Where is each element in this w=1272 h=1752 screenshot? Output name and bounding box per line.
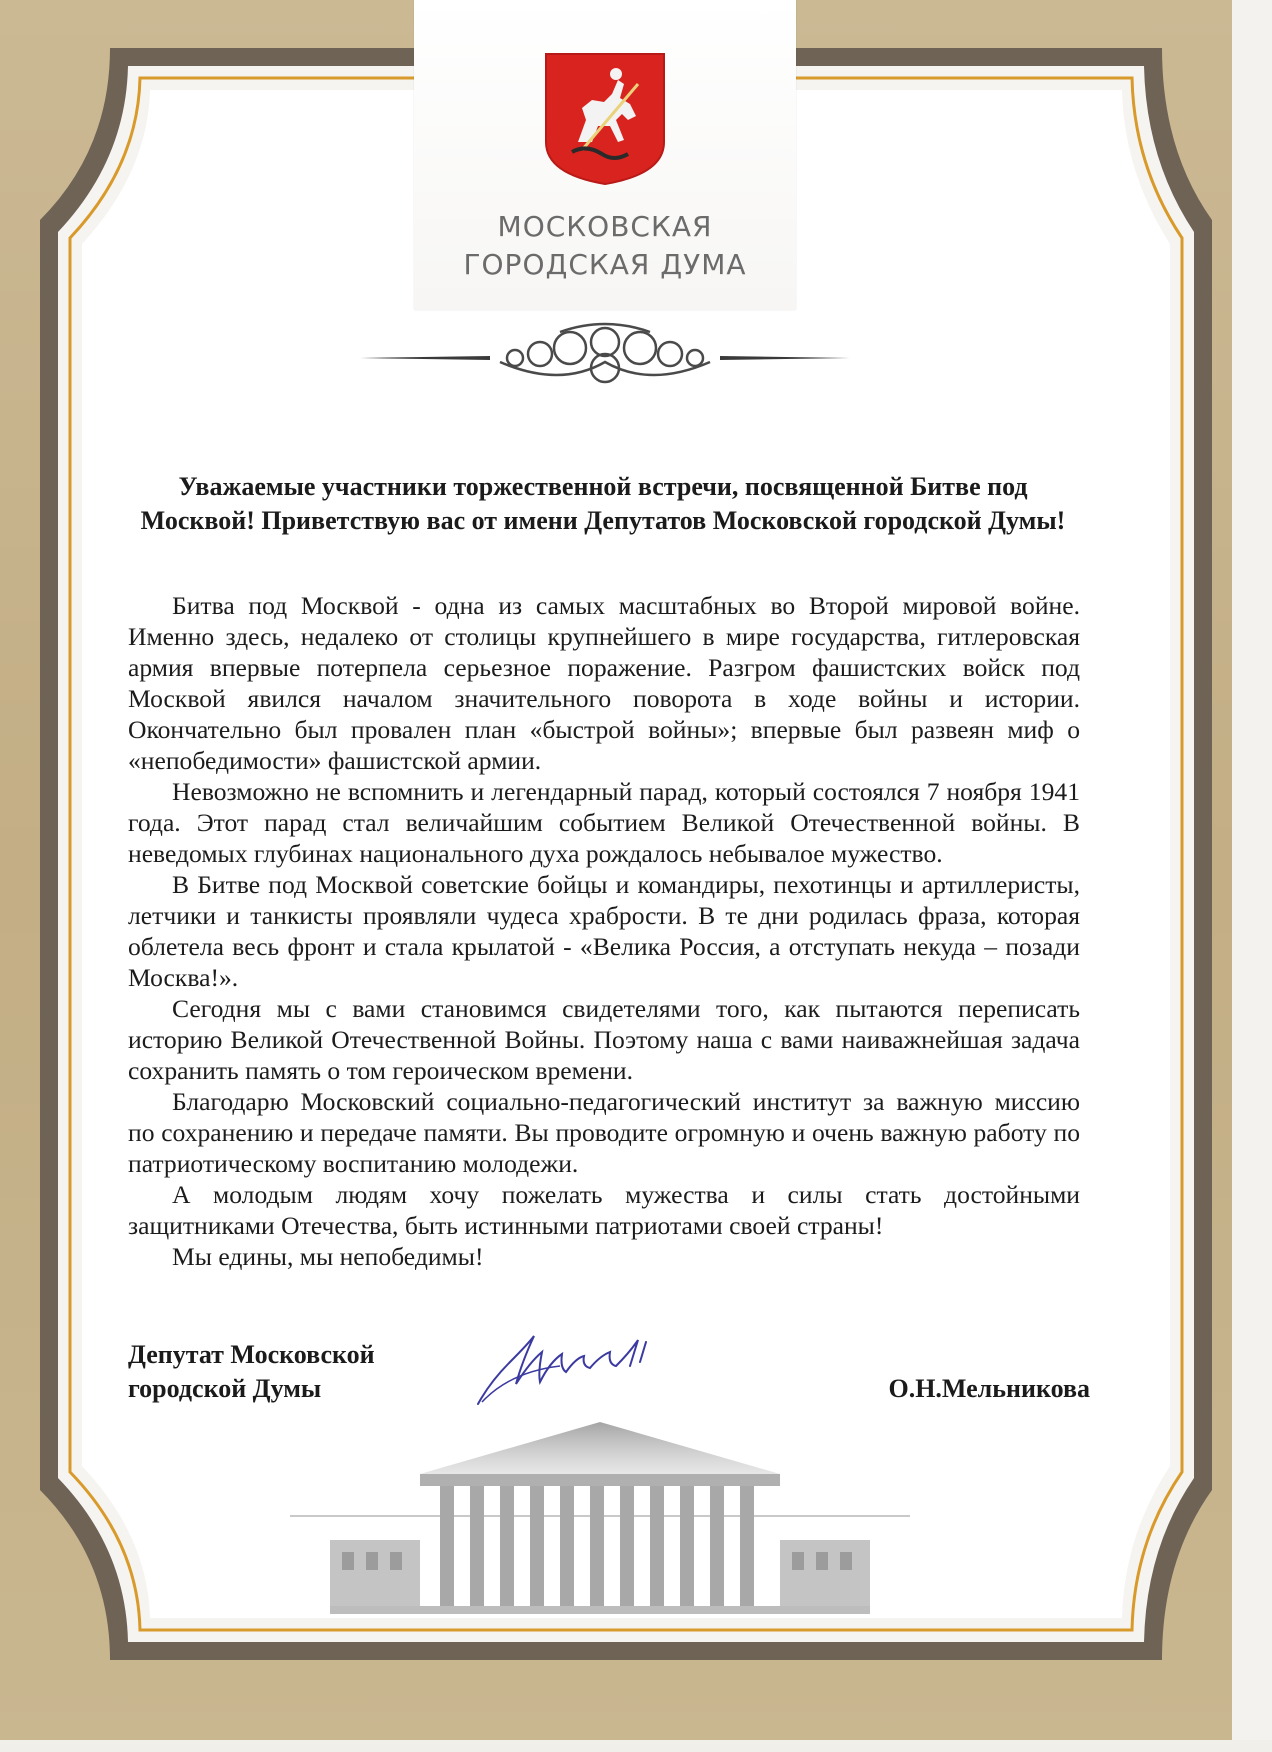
signer-title-line-2: городской Думы	[128, 1374, 322, 1403]
paragraph: Благодарю Московский социально-педагогический институт за важную миссию по сохранению и передаче памяти. Вы проводите огромную и очень важную работу по патриотическому воспитанию молодежи.	[128, 1087, 1080, 1178]
paragraph: А молодым людям хочу пожелать мужества и силы стать достойными защитниками Отечества, быть истинными патриотами своей страны!	[128, 1180, 1080, 1240]
letter-body	[128, 590, 1080, 1272]
moscow-coat-of-arms-icon	[542, 50, 668, 186]
ornament-divider	[360, 318, 850, 390]
paragraph: Сегодня мы с вами становимся свидетелями того, как пытаются переписать историю Великой Отечественной Войны. Поэтому наша с вами наиважнейшая задача сохранить память о том героическом времени.	[128, 994, 1080, 1085]
paragraph: Мы едины, мы непобедимы!	[172, 1242, 484, 1271]
paragraph: Невозможно не вспомнить и легендарный парад, который состоялся 7 ноября 1941 года. Этот парад стал величайшим событием Великой Отечественной войны. В неведомых глубинах национального духа рождалось небывалое мужество.	[128, 777, 1080, 868]
paragraph: Битва под Москвой - одна из самых масштабных во Второй мировой войне. Именно здесь, недалеко от столицы крупнейшего в мире государства, гитлеровская армия впервые потерпела серьезное поражение. Разгром фашистских войск под Москвой явился началом значительного поворота в ходе войны и истории. Окончательно был провален план «быстрой войны»; впервые был развеян миф о «непобедимости» фашистской армии.	[128, 591, 1080, 775]
signer-name: О.Н.Мельникова	[888, 1374, 1090, 1403]
duma-building-illustration	[290, 1420, 910, 1620]
organization-name	[414, 208, 796, 284]
handwritten-signature	[470, 1322, 690, 1412]
greeting-heading: Уважаемые участники торжественной встречи, посвященной Битве под Москвой! Приветствую вас от имени Депутатов Московской городской Думы!	[140, 472, 1066, 535]
organization-name-line-1: МОСКОВСКАЯ	[497, 210, 713, 243]
signer-title	[128, 1338, 448, 1406]
paragraph: В Битве под Москвой советские бойцы и командиры, пехотинцы и артиллеристы, летчики и танкисты проявляли чудеса храбрости. В те дни родилась фраза, которая облетела весь фронт и стала крылатой - «Велика Россия, а отступать некуда – позади Москва!».	[128, 870, 1080, 992]
organization-name-line-2: ГОРОДСКАЯ ДУМА	[463, 248, 747, 281]
signer-title-line-1: Депутат Московской	[128, 1340, 375, 1369]
